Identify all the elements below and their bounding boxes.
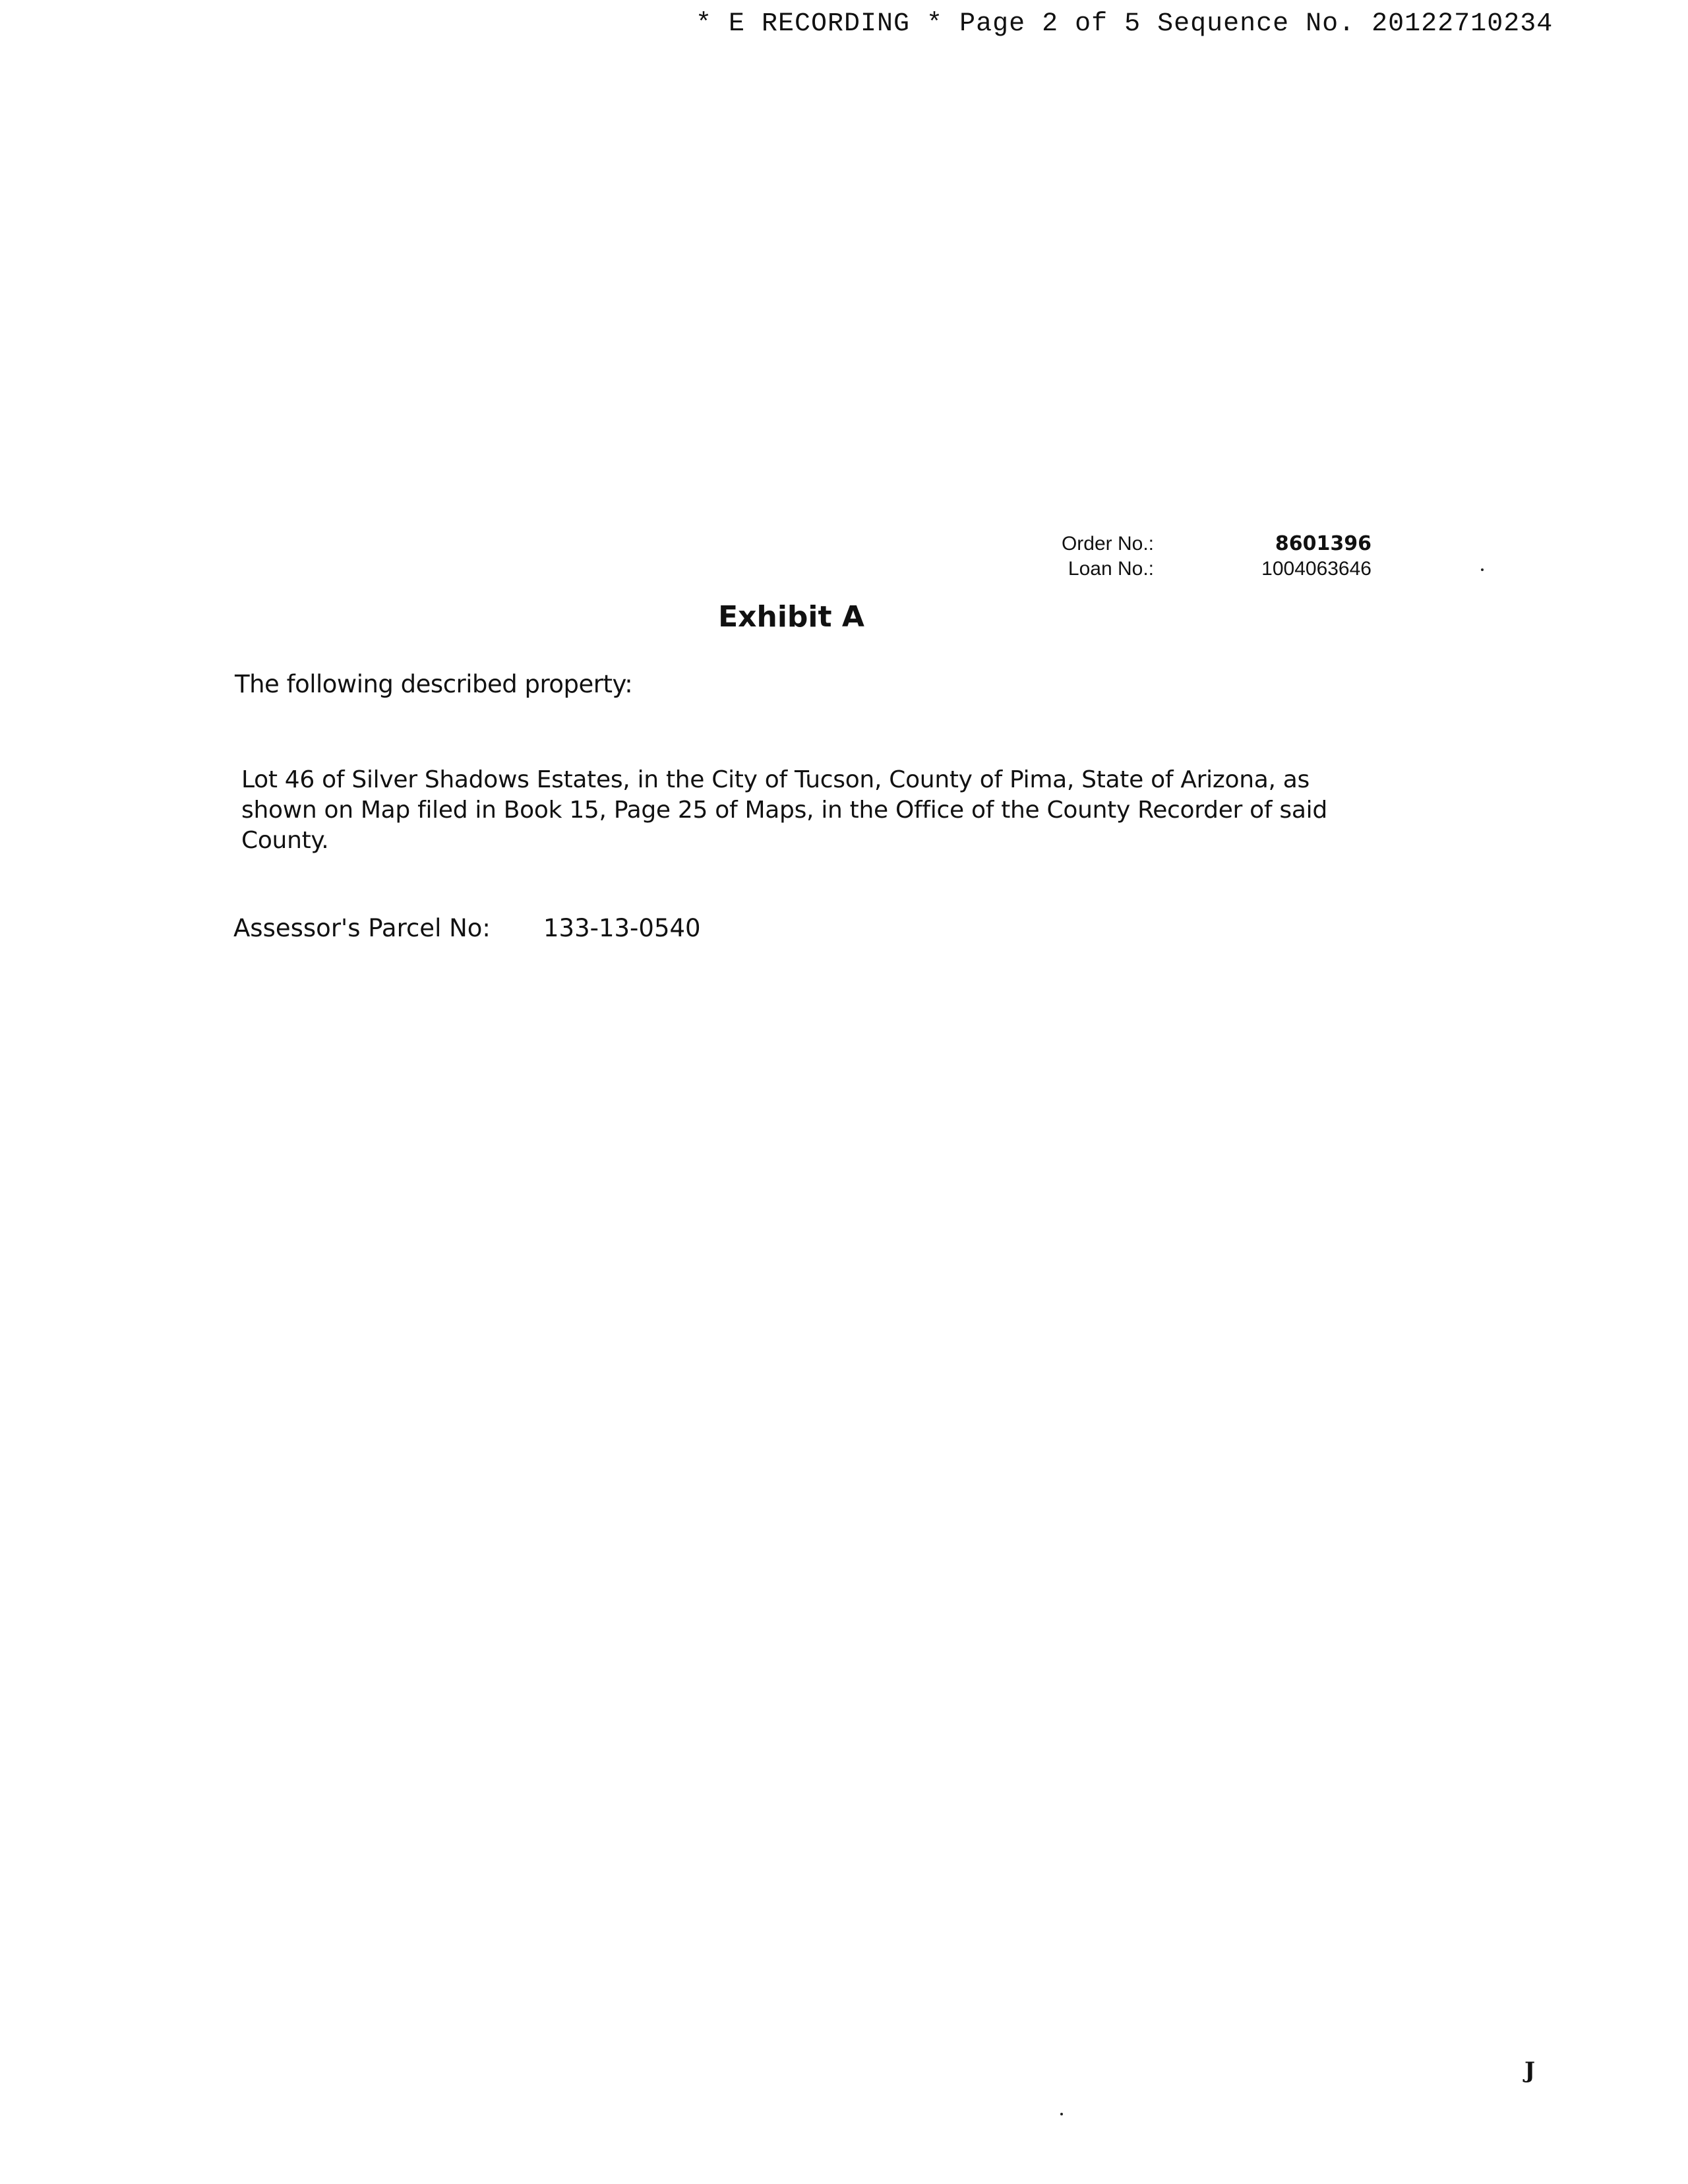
order-number-label: Order No.:: [1061, 533, 1154, 555]
parcel-number-row: [233, 914, 701, 942]
stray-dot-mark: [1481, 568, 1484, 571]
order-number-row: [1002, 531, 1372, 557]
legal-description: Lot 46 of Silver Shadows Estates, in the City of Tucson, County of Pima, State of Arizona, as shown on Map filed in Book 15, Page 25 of Maps, in the Office of the County Recorder of said County.: [241, 766, 1327, 854]
loan-number-value: 1004063646: [1261, 558, 1372, 580]
parcel-number-value: 133-13-0540: [543, 914, 701, 942]
loan-number-label: Loan No.:: [1068, 558, 1154, 580]
reference-numbers: [1002, 531, 1372, 582]
recording-stamp: * E RECORDING * Page 2 of 5 Sequence No. 20122710234: [696, 9, 1553, 39]
exhibit-title: Exhibit A: [718, 600, 864, 634]
intro-text: The following described property:: [235, 670, 633, 698]
stray-dot-mark: [1060, 2113, 1063, 2115]
parcel-number-label: Assessor's Parcel No:: [233, 914, 491, 942]
loan-number-row: [1002, 557, 1372, 582]
order-number-value: 8601396: [1275, 532, 1372, 555]
corner-mark: J: [1524, 2057, 1536, 2084]
